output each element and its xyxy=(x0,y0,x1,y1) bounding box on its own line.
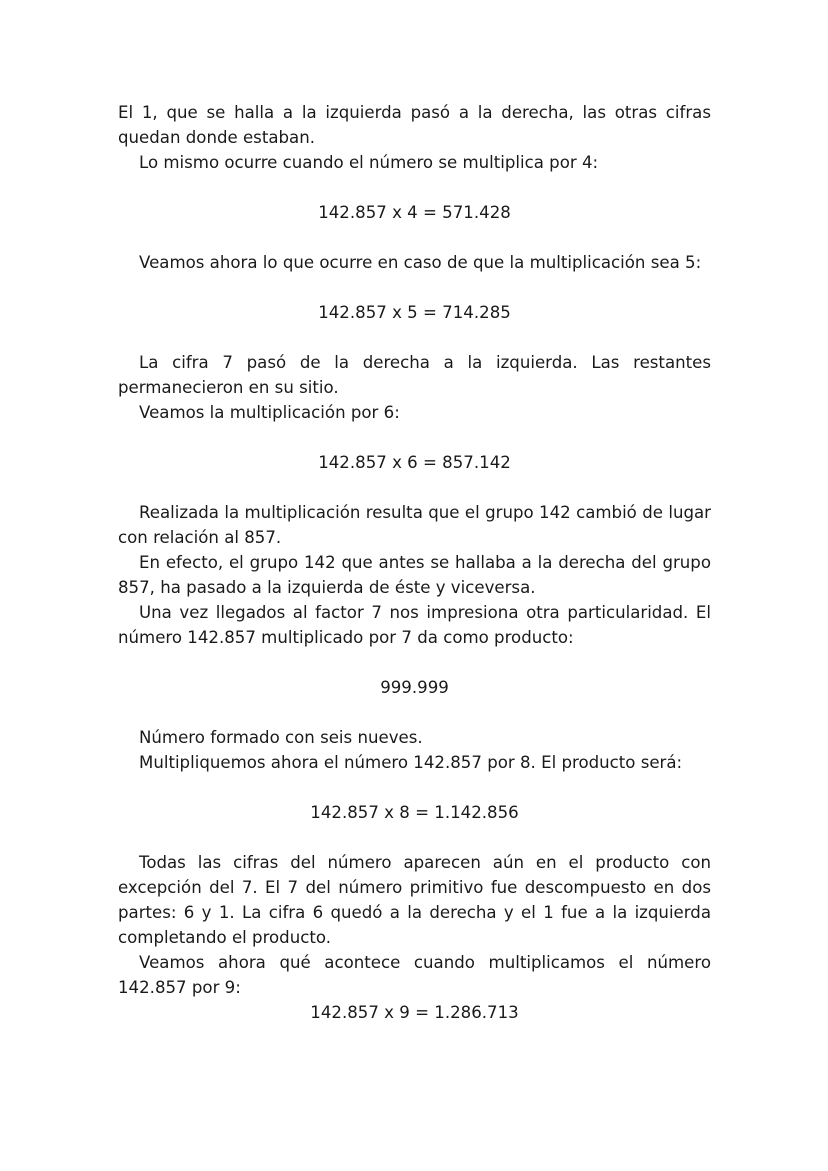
page-body xyxy=(118,100,711,1025)
equation: 999.999 xyxy=(380,678,449,697)
paragraph: Veamos ahora qué acontece cuando multiplicamos el número 142.857 por 9: xyxy=(118,953,711,997)
paragraph: Veamos ahora lo que ocurre en caso de que la multiplicación sea 5: xyxy=(139,253,702,272)
paragraph: Número formado con seis nueves. xyxy=(139,728,423,747)
equation: 142.857 x 9 = 1.286.713 xyxy=(310,1003,519,1022)
equation: 142.857 x 8 = 1.142.856 xyxy=(310,803,519,822)
paragraph: Realizada la multiplicación resulta que el grupo 142 cambió de lugar con relación al 857. xyxy=(118,503,711,547)
paragraph: Lo mismo ocurre cuando el número se multiplica por 4: xyxy=(139,153,599,172)
paragraph: El 1, que se halla a la izquierda pasó a la derecha, las otras cifras quedan donde estaban. xyxy=(118,103,711,147)
paragraph: La cifra 7 pasó de la derecha a la izquierda. Las restantes permanecieron en su sitio. xyxy=(118,353,711,397)
paragraph: Una vez llegados al factor 7 nos impresiona otra particularidad. El número 142.857 multiplicado por 7 da como producto: xyxy=(118,603,711,647)
paragraph: Multipliquemos ahora el número 142.857 por 8. El producto será: xyxy=(139,753,683,772)
equation: 142.857 x 6 = 857.142 xyxy=(318,453,511,472)
equation: 142.857 x 4 = 571.428 xyxy=(318,203,511,222)
equation: 142.857 x 5 = 714.285 xyxy=(318,303,511,322)
paragraph: Todas las cifras del número aparecen aún en el producto con excepción del 7. El 7 del número primitivo fue descompuesto en dos partes: 6 y 1. La cifra 6 quedó a la derecha y el 1 fue a la izquierda completando el producto. xyxy=(118,853,711,947)
paragraph: En efecto, el grupo 142 que antes se hallaba a la derecha del grupo 857, ha pasado a la izquierda de éste y viceversa. xyxy=(118,553,711,597)
paragraph: Veamos la multiplicación por 6: xyxy=(139,403,400,422)
